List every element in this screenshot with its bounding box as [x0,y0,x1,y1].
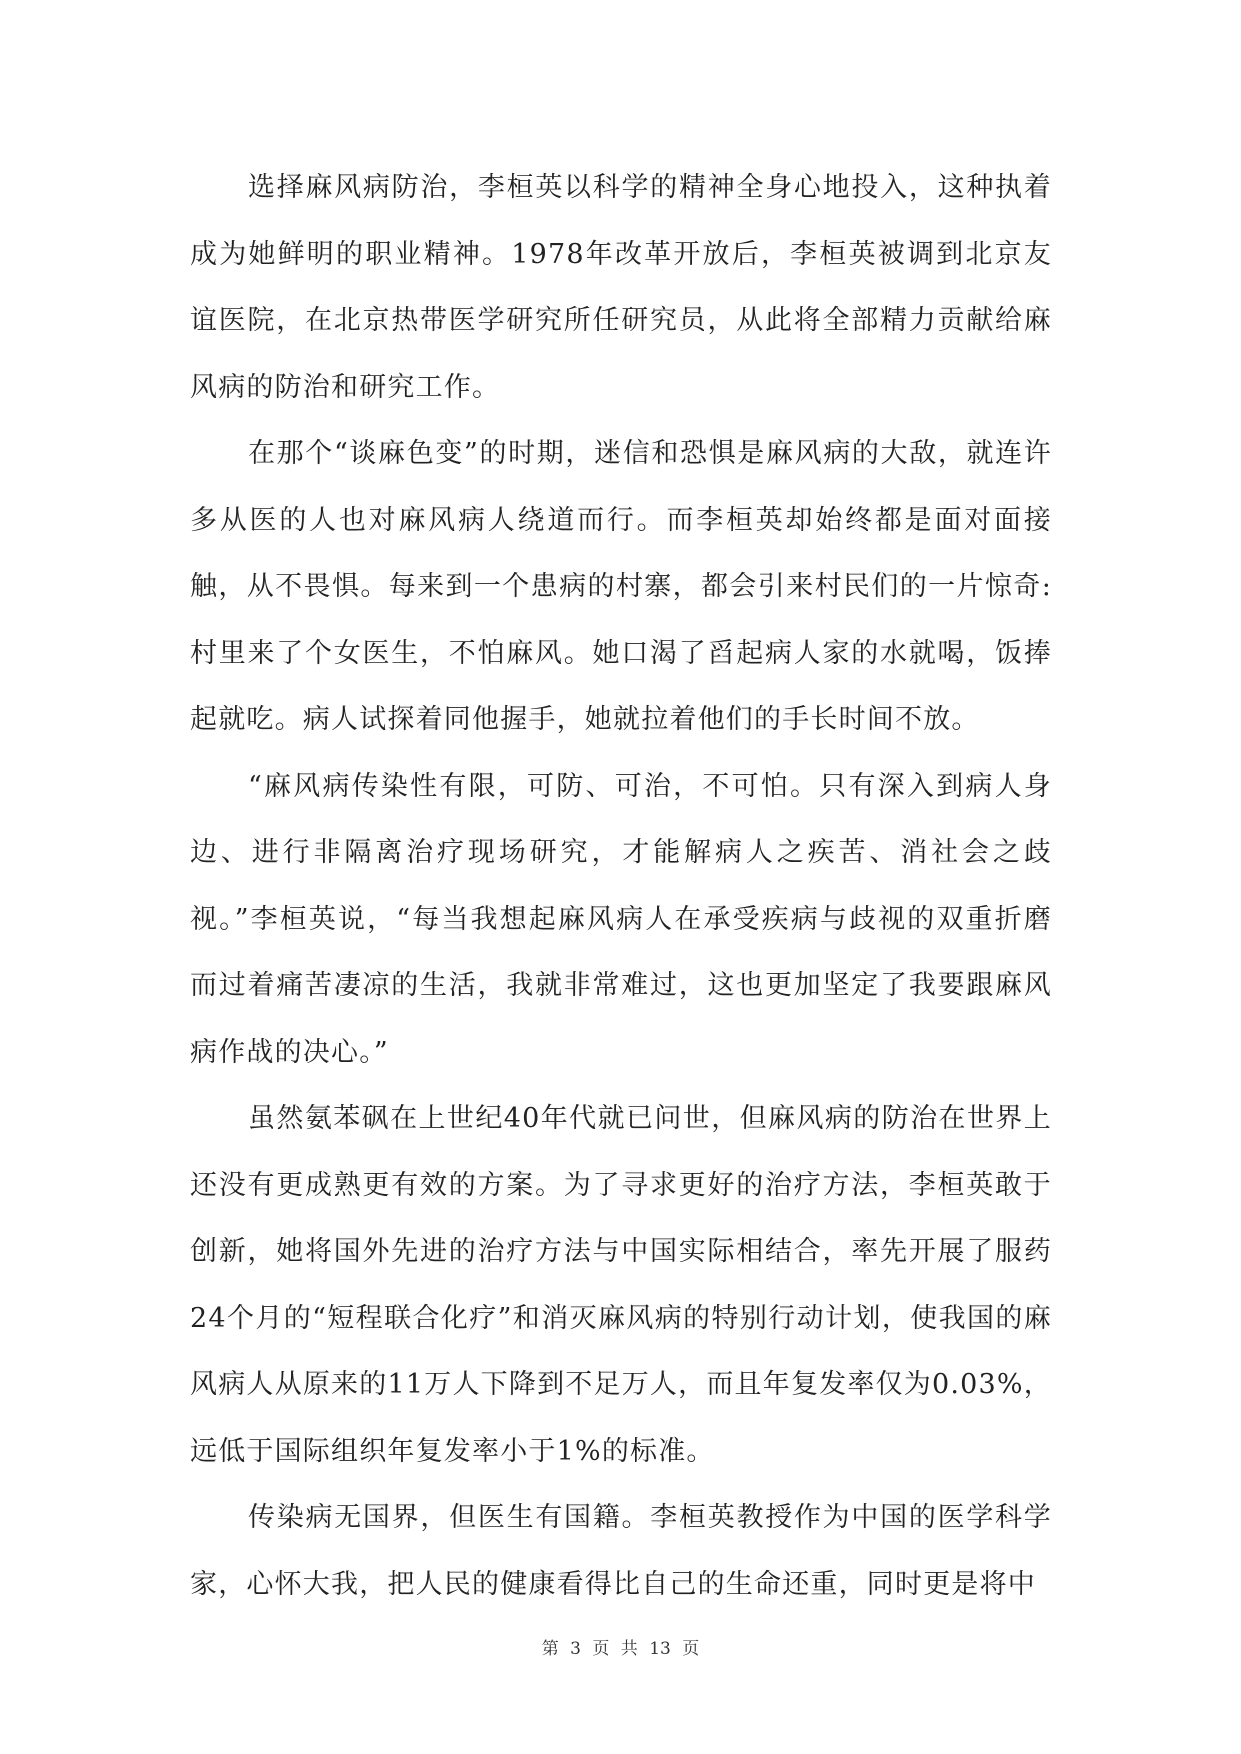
paragraph-5: 传染病无国界，但医生有国籍。李桓英教授作为中国的医学科学家，心怀大我，把人民的健康看得比自己的生命还重，同时更是将中 [190,1502,1052,1600]
paragraph-1: 选择麻风病防治，李桓英以科学的精神全身心地投入，这种执着成为她鲜明的职业精神。1978年改革开放后，李桓英被调到北京友谊医院，在北京热带医学研究所任研究员，从此将全部精力贡献给麻风病的防治和研究工作。 [190,172,1052,403]
article-body [190,155,1052,1618]
page-number-footer: 第 3 页 共 13 页 [541,1639,700,1659]
paragraph-3: “麻风病传染性有限，可防、可治，不可怕。只有深入到病人身边、进行非隔离治疗现场研究，才能解病人之疾苦、消社会之歧视。”李桓英说，“每当我想起麻风病人在承受疾病与歧视的双重折磨而过着痛苦凄凉的生活，我就非常难过，这也更加坚定了我要跟麻风病作战的决心。” [190,770,1052,1068]
paragraph-4: 虽然氨苯砜在上世纪40年代就已问世，但麻风病的防治在世界上还没有更成熟更有效的方案。为了寻求更好的治疗方法，李桓英敢于创新，她将国外先进的治疗方法与中国实际相结合，率先开展了服药24个月的“短程联合化疗”和消灭麻风病的特别行动计划，使我国的麻风病人从原来的11万人下降到不足万人，而且年复发率仅为0.03%，远低于国际组织年复发率小于1%的标准。 [190,1103,1052,1467]
paragraph-2: 在那个“谈麻色变”的时期，迷信和恐惧是麻风病的大敌，就连许多从医的人也对麻风病人绕道而行。而李桓英却始终都是面对面接触，从不畏惧。每来到一个患病的村寨，都会引来村民们的一片惊奇:村里来了个女医生，不怕麻风。她口渴了舀起病人家的水就喝，饭捧起就吃。病人试探着同他握手，她就拉着他们的手长时间不放。 [190,438,1052,735]
